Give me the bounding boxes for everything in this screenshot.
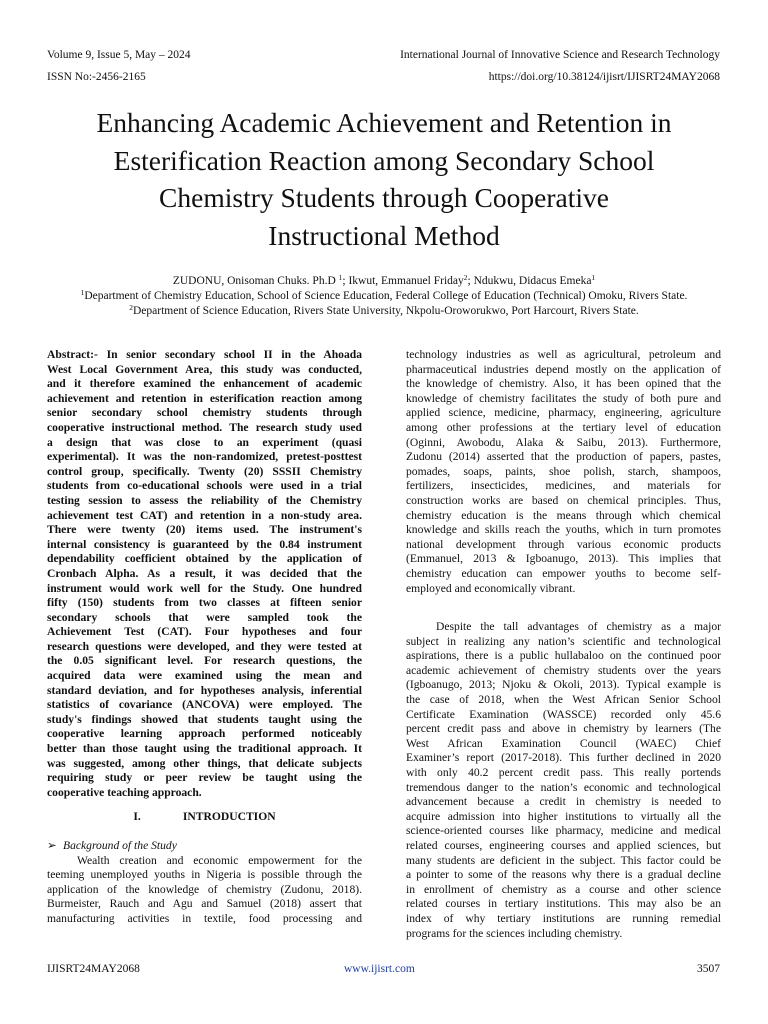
- title-line: Chemistry Students through Cooperative: [159, 182, 609, 213]
- text-line: advancement because a credit in chemistry is needed to: [406, 795, 721, 809]
- text-line: dependability coefficient obtained by the application of: [47, 552, 362, 566]
- text-line: research questions were developed, and they were tested at: [47, 639, 362, 653]
- text-line: the knowledge of chemistry. Also, it has been opined that the: [406, 377, 721, 391]
- paper-title: [40, 104, 728, 254]
- title-line: Enhancing Academic Achievement and Retention in: [96, 107, 672, 138]
- text-line: applied science, medicine, pharmacy, engineering, agriculture: [406, 406, 721, 420]
- affiliation-2-text: Department of Science Education, Rivers State University, Nkpolu-Oroworukwo, Port Harcourt, Rivers State.: [132, 305, 639, 317]
- text-line: testing session to assess the reliability of the Chemistry: [47, 493, 362, 507]
- text-line: the case of 2018, when the West African Senior School: [406, 693, 721, 707]
- text-line: manufacturing activities in textile, food processing and: [47, 911, 362, 925]
- text-line: senior secondary school chemistry students through: [47, 406, 362, 420]
- text-line: achievement test CAT) and retention in a non-study area.: [47, 508, 362, 522]
- doi-link[interactable]: https://doi.org/10.38124/ijisrt/IJISRT24MAY2068: [488, 71, 720, 83]
- text-line: control group, specifically. Twenty (20) SSSII Chemistry: [47, 464, 362, 478]
- introduction-paragraph: [47, 854, 362, 927]
- section-heading-introduction: [47, 810, 362, 825]
- text-line: Achievement Test (CAT). Four hypotheses and four: [47, 625, 362, 639]
- text-line: related courses, engineering courses and applied sciences, but: [406, 839, 721, 852]
- author-list: [30, 274, 738, 289]
- text-line: employed and economically vibrant.: [406, 581, 576, 595]
- author-3-affiliation-mark: 1: [591, 273, 596, 282]
- affiliation-1-mark: 1: [80, 288, 85, 297]
- text-line: pharmaceutical industries depend mostly on the application of: [406, 362, 721, 376]
- text-line: secondary schools that were sampled took the: [47, 610, 362, 624]
- text-line: experimental). It was the non-randomized, pretest-posttest: [47, 450, 362, 464]
- text-line: the 0.05 significant level. For research questions, the: [47, 654, 362, 668]
- text-line: a design that was close to an experiment (quasi: [47, 435, 362, 449]
- text-line: study's findings showed that students taught using the: [47, 712, 362, 726]
- text-line: statistics of covariance (ANCOVA) were employed. The: [47, 698, 362, 712]
- text-line: achievement and retention in esterification reaction among: [47, 391, 362, 405]
- text-line: Burmeister, Rauch and Agu and Samuel (2018) assert that: [47, 897, 362, 911]
- page-number: 3507: [697, 963, 720, 975]
- paragraph-poor-achievement: [406, 620, 721, 941]
- issn: ISSN No:-2456-2165: [47, 71, 146, 83]
- affiliation-1: [30, 289, 738, 304]
- text-line: pomades, soaps, paints, shoe polish, starch, shampoos,: [406, 464, 721, 478]
- text-line: national development through various economic products: [406, 537, 721, 551]
- journal-name: International Journal of Innovative Science and Research Technology: [400, 49, 720, 61]
- text-line: technology industries as well as agricultural, petroleum and: [406, 348, 721, 361]
- paragraph-chemistry-applications: [406, 348, 721, 596]
- text-line: West Local Government Area, this study was conducted,: [47, 362, 362, 376]
- text-line: Zudonu (2014) asserted that the production of papers, pastes,: [406, 450, 721, 464]
- author-1: ZUDONU, Onisoman Chuks. Ph.D: [172, 275, 339, 287]
- affiliation-2: [30, 304, 738, 319]
- text-line: many students are deficient in the subject. This factor could be: [406, 853, 721, 867]
- text-line: cooperative instructional method. The research study used: [47, 420, 362, 434]
- subsection-title: Background of the Study: [63, 839, 177, 852]
- text-line: tremendous danger to the nation’s economic and technological: [406, 780, 721, 794]
- text-line: (Igboanugo, 2013; Njoku & Okoli, 2013). Typical example is: [406, 678, 721, 692]
- text-line: Certificate Examination (WASSCE) recorded only 45.6: [406, 707, 721, 721]
- text-line: science-oriented courses like pharmacy, medicine and medical: [406, 824, 721, 838]
- arrow-bullet-icon: ➢: [47, 839, 57, 852]
- footer-paper-code: IJISRT24MAY2068: [47, 963, 140, 975]
- text-line: requiring study or peer review be taught using the: [47, 771, 362, 785]
- abstract: [47, 348, 362, 800]
- text-line: acquired data were examined using the mean and: [47, 669, 362, 683]
- text-line: a pointer to some of the reasons why there is a gradual decline: [406, 868, 721, 882]
- text-line: among other professions at the tertiary level of education: [406, 420, 721, 434]
- text-line: instrument would work well for the Study. One hundred: [47, 581, 362, 595]
- subsection-heading: [47, 839, 362, 854]
- title-line: Esterification Reaction among Secondary School: [113, 144, 655, 176]
- author-1-affiliation-mark: 1: [338, 273, 343, 282]
- text-line: programs for the sciences including chemistry.: [406, 926, 623, 940]
- text-line: teeming unemployed youths in Nigeria is possible through the: [47, 868, 362, 882]
- author-2-affiliation-mark: 2: [463, 273, 468, 282]
- left-column: [47, 348, 362, 927]
- text-line: related courses in tertiary institutions. This may also be an: [406, 897, 721, 911]
- text-line: Cronbach Alpha. As a result, it was decided that the: [47, 566, 362, 580]
- text-line: students from co-educational schools were used in a trial: [47, 479, 362, 493]
- text-line: fifty (150) students from two classes at fifteen senior: [47, 596, 362, 610]
- text-line: Despite the tall advantages of chemistry as a major: [436, 620, 721, 634]
- volume-info: Volume 9, Issue 5, May – 2024: [47, 49, 191, 61]
- text-line: cooperative learning approach performed noticeably: [47, 727, 362, 741]
- text-line: subject in realizing any nation’s scientific and technological: [406, 634, 721, 648]
- affiliation-1-text: Department of Chemistry Education, School of Science Education, Federal College of Education (Technical) Omoku, Rivers State.: [84, 290, 688, 302]
- author-2: ; Ikwut, Emmanuel Friday: [342, 275, 464, 287]
- text-line: application of the knowledge of chemistry (Zudonu, 2018).: [47, 882, 362, 896]
- text-line: with only 40.2 percent credit pass. This really portends: [406, 766, 721, 780]
- text-line: standard deviation, and for hypotheses analysis, inferential: [47, 683, 362, 697]
- section-number: I.: [133, 810, 141, 824]
- affiliation-2-mark: 2: [129, 303, 133, 312]
- text-line: internal consistency is guaranteed by the 0.84 instrument: [47, 537, 362, 551]
- text-line: was suggested, among other things, that delicate subjects: [47, 756, 362, 770]
- footer-website-link[interactable]: www.ijisrt.com: [344, 963, 415, 975]
- text-line: knowledge of chemistry facilitates the study of both pure and: [406, 391, 721, 405]
- author-3: ; Ndukwu, Didacus Emeka: [467, 275, 592, 287]
- section-title: INTRODUCTION: [182, 810, 276, 824]
- text-line: There were twenty (20) items used. The instrument's: [47, 523, 362, 537]
- text-line: academic achievement of chemistry students over the years: [406, 663, 721, 677]
- title-line: Instructional Method: [268, 219, 500, 251]
- text-line: fertilizers, insecticides, medicines, and materials for: [406, 479, 721, 493]
- text-line: in enrollment of chemistry as a course and other science: [406, 882, 721, 896]
- text-line: aspirations, there is a public hullabaloo on the continued poor: [406, 649, 721, 663]
- text-line: index of why tertiary institutions are running remedial: [406, 911, 721, 925]
- text-line: and it therefore examined the enhancement of academic: [47, 377, 362, 391]
- text-line: (Emmanuel, 2013 & Igboanugo, 2013). This implies that: [406, 552, 721, 566]
- text-line: (Oginni, Awobodu, Alaka & Saibu, 2013). Furthermore,: [406, 435, 721, 449]
- text-line: better than those taught using the traditional approach. It: [47, 742, 362, 756]
- text-line: acquire admission into higher institutions to virtually all the: [406, 809, 721, 823]
- text-line: percent credit pass and above in chemistry by learners (The: [406, 722, 721, 736]
- right-column: [406, 348, 721, 941]
- text-line: knowledge and skills reach the youths, which in turn promotes: [406, 523, 721, 537]
- text-line: Wealth creation and economic empowerment for the: [77, 853, 362, 867]
- text-line: West African Examination Council (WAEC) Chief: [406, 736, 721, 750]
- text-line: chemistry education is the means through which chemical: [406, 508, 721, 522]
- text-line: Examiner’s report (2017-2018). This further declined in 2020: [406, 751, 721, 765]
- text-line: chemistry education can empower youths to become self-: [406, 566, 721, 580]
- text-line: cooperative teaching approach.: [47, 785, 202, 799]
- author-block: [30, 274, 738, 319]
- text-line: construction works are based on chemical principles. Thus,: [406, 493, 721, 507]
- text-line: Abstract:- In senior secondary school II in the Ahoada: [47, 348, 362, 361]
